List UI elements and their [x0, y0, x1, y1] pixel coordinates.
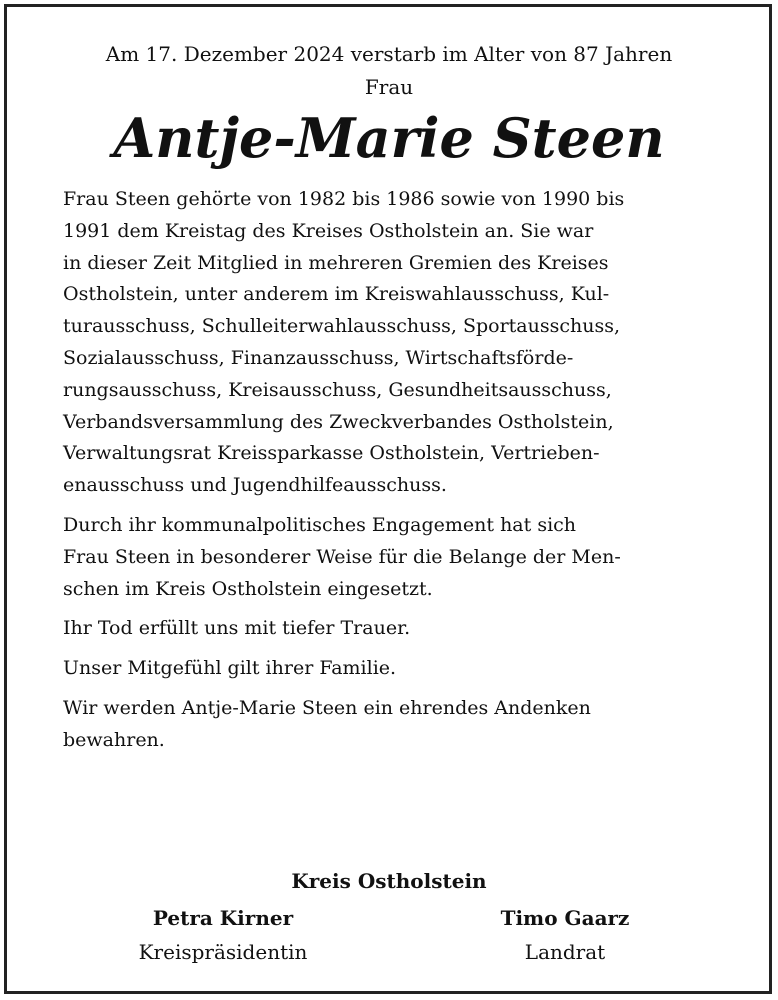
paragraph-mourning	[63, 613, 715, 645]
text-line: rungsausschuss, Kreisausschuss, Gesundheitsausschuss,	[63, 378, 612, 401]
paragraph-career	[63, 184, 715, 502]
text-line: Sozialausschuss, Finanzausschuss, Wirtschaftsförde-	[63, 346, 574, 369]
signer-president	[63, 901, 383, 969]
text-line: Ihr Tod erfüllt uns mit tiefer Trauer.	[63, 617, 411, 640]
text-line: in dieser Zeit Mitglied in mehreren Gremien des Kreises	[63, 251, 609, 274]
signer-name: Petra Kirner	[152, 906, 294, 930]
signer-role: Landrat	[524, 940, 606, 964]
text-line: Ostholstein, unter anderem im Kreiswahlausschuss, Kul-	[63, 283, 610, 306]
paragraph-remembrance	[63, 693, 715, 757]
obituary-content	[63, 36, 715, 757]
text-line: enausschuss und Jugendhilfeausschuss.	[63, 474, 447, 497]
paragraph-sympathy	[63, 653, 715, 685]
text-line: Durch ihr kommunalpolitisches Engagement hat sich	[63, 513, 577, 536]
signer-name: Timo Gaarz	[500, 906, 630, 930]
deceased-name: Antje-Marie Steen	[113, 106, 665, 170]
organization-name: Kreis Ostholstein	[291, 869, 487, 893]
signature-block	[63, 865, 715, 969]
salutation: Frau	[364, 75, 414, 99]
signer-district-administrator	[415, 901, 715, 969]
text-line: Unser Mitgefühl gilt ihrer Familie.	[63, 657, 397, 680]
text-line: schen im Kreis Ostholstein eingesetzt.	[63, 577, 433, 600]
text-line: turausschuss, Schulleiterwahlausschuss, Sportausschuss,	[63, 315, 621, 338]
text-line: Frau Steen gehörte von 1982 bis 1986 sowie von 1990 bis	[63, 188, 625, 210]
text-line: Verbandsversammlung des Zweckverbandes Ostholstein,	[63, 410, 614, 433]
text-line: Verwaltungsrat Kreissparkasse Ostholstein, Vertrieben-	[63, 442, 600, 465]
paragraph-engagement	[63, 510, 715, 605]
text-line: bewahren.	[63, 728, 165, 751]
text-line: Frau Steen in besonderer Weise für die Belange der Men-	[63, 545, 621, 568]
text-line: Wir werden Antje-Marie Steen ein ehrendes Andenken	[63, 696, 591, 719]
text-line: 1991 dem Kreistag des Kreises Ostholstein an. Sie war	[63, 219, 594, 242]
signers	[63, 901, 715, 969]
signer-role: Kreispräsidentin	[138, 940, 308, 964]
death-announcement: Am 17. Dezember 2024 verstarb im Alter von 87 Jahren	[105, 42, 673, 66]
